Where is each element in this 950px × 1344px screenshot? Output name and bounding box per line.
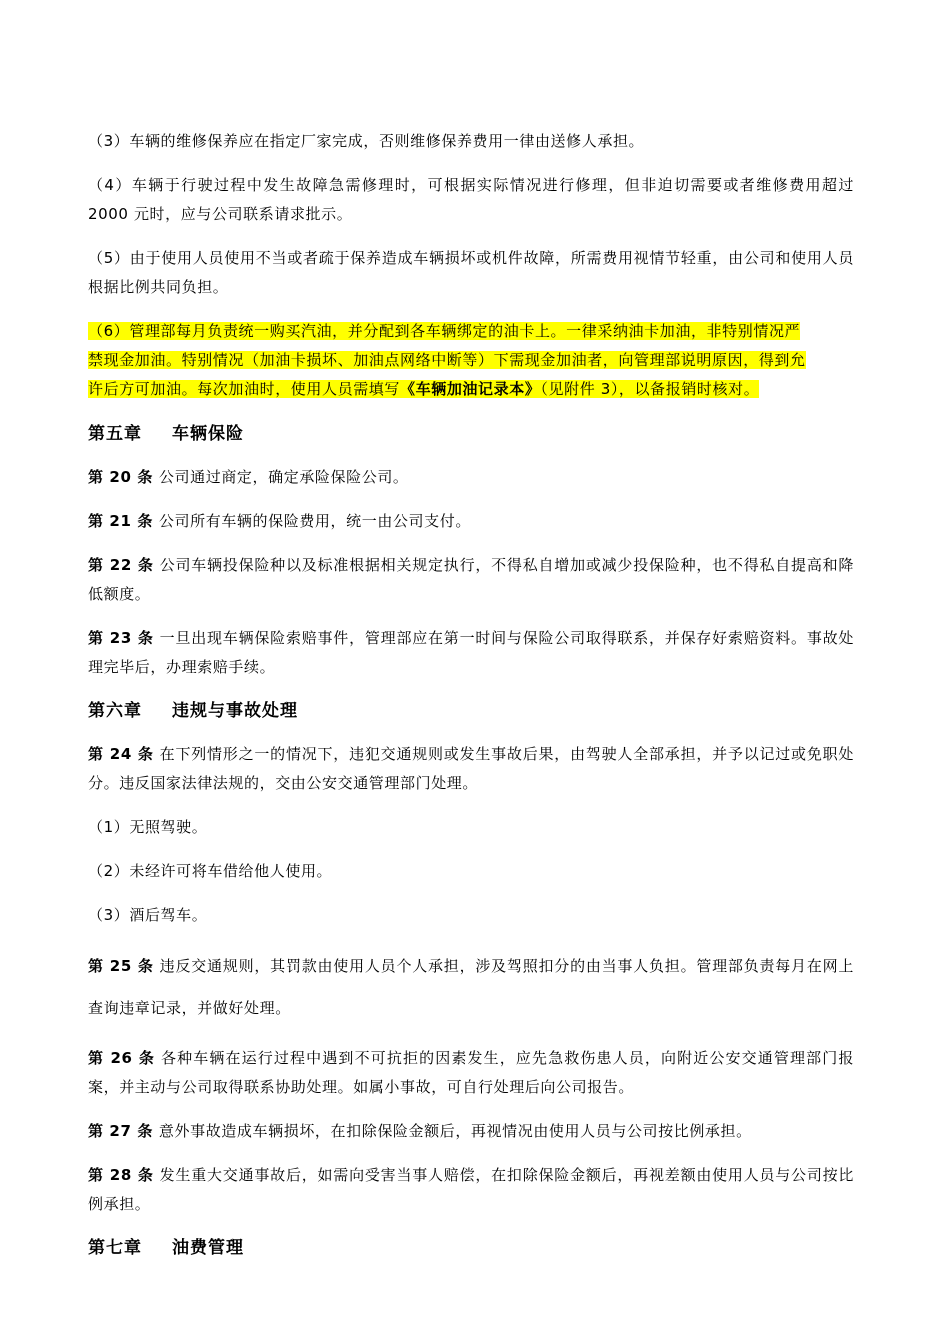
list-item-lend-car: （2）未经许可将车借给他人使用。 — [88, 862, 333, 880]
article-24: 第 24 条 在下列情形之一的情况下，违犯交通规则或发生事故后果，由驾驶人全部承担，并予以记过或免职处分。违反国家法律法规的，交由公安交通管理部门处理。 — [88, 745, 855, 792]
chapter-heading-5: 第五章 车辆保险 — [88, 424, 244, 444]
highlighted-paragraph-fuel-6 — [88, 317, 854, 404]
fuel-record-book-title: 《车辆加油记录本》 — [400, 380, 541, 398]
paragraph-maintenance-4: （4）车辆于行驶过程中发生故障急需修理时，可根据实际情况进行修理，但非迫切需要或者维修费用超过 2000 元时，应与公司联系请求批示。 — [88, 176, 854, 223]
article-27: 第 27 条 意外事故造成车辆损坏，在扣除保险金额后，再视情况由使用人员与公司按比例承担。 — [88, 1122, 752, 1140]
article-23: 第 23 条 一旦出现车辆保险索赔事件，管理部应在第一时间与保险公司取得联系，并保存好索赔资料。事故处理完毕后，办理索赔手续。 — [88, 629, 855, 676]
article-22: 第 22 条 公司车辆投保险种以及标准根据相关规定执行，不得私自增加或减少投保险种，也不得私自提高和降低额度。 — [88, 556, 855, 603]
list-item-drunk-driving: （3）酒后驾车。 — [88, 906, 208, 924]
article-25: 第 25 条 违反交通规则，其罚款由使用人员个人承担，涉及驾照扣分的由当事人负担。管理部负责每月在网上查询违章记录，并做好处理。 — [88, 957, 855, 1017]
article-21: 第 21 条 公司所有车辆的保险费用，统一由公司支付。 — [88, 512, 471, 530]
article-26: 第 26 条 各种车辆在运行过程中遇到不可抗拒的因素发生，应先急救伤患人员，向附近公安交通管理部门报案，并主动与公司取得联系协助处理。如属小事故，可自行处理后向公司报告。 — [88, 1049, 854, 1096]
highlighted-line: 许后方可加油。每次加油时，使用人员需填写《车辆加油记录本》（见附件 3），以备报销时核对。 — [88, 380, 760, 398]
chapter-heading-6: 第六章 违规与事故处理 — [88, 701, 298, 721]
article-20: 第 20 条 公司通过商定，确定承险保险公司。 — [88, 468, 409, 486]
highlighted-line: 禁现金加油。特别情况（加油卡损坏、加油点网络中断等）下需现金加油者，向管理部说明原因，得到允 — [88, 351, 806, 369]
article-28: 第 28 条 发生重大交通事故后，如需向受害当事人赔偿，在扣除保险金额后，再视差额由使用人员与公司按比例承担。 — [88, 1166, 855, 1213]
chapter-heading-7: 第七章 油费管理 — [88, 1238, 244, 1258]
list-item-no-license: （1）无照驾驶。 — [88, 818, 208, 836]
paragraph-maintenance-5: （5）由于使用人员使用不当或者疏于保养造成车辆损坏或机件故障，所需费用视情节轻重，由公司和使用人员根据比例共同负担。 — [88, 249, 854, 296]
paragraph-maintenance-3: （3）车辆的维修保养应在指定厂家完成，否则维修保养费用一律由送修人承担。 — [88, 132, 645, 150]
highlighted-line: （6）管理部每月负责统一购买汽油，并分配到各车辆绑定的油卡上。一律采纳油卡加油，非特别情况严 — [88, 322, 801, 340]
